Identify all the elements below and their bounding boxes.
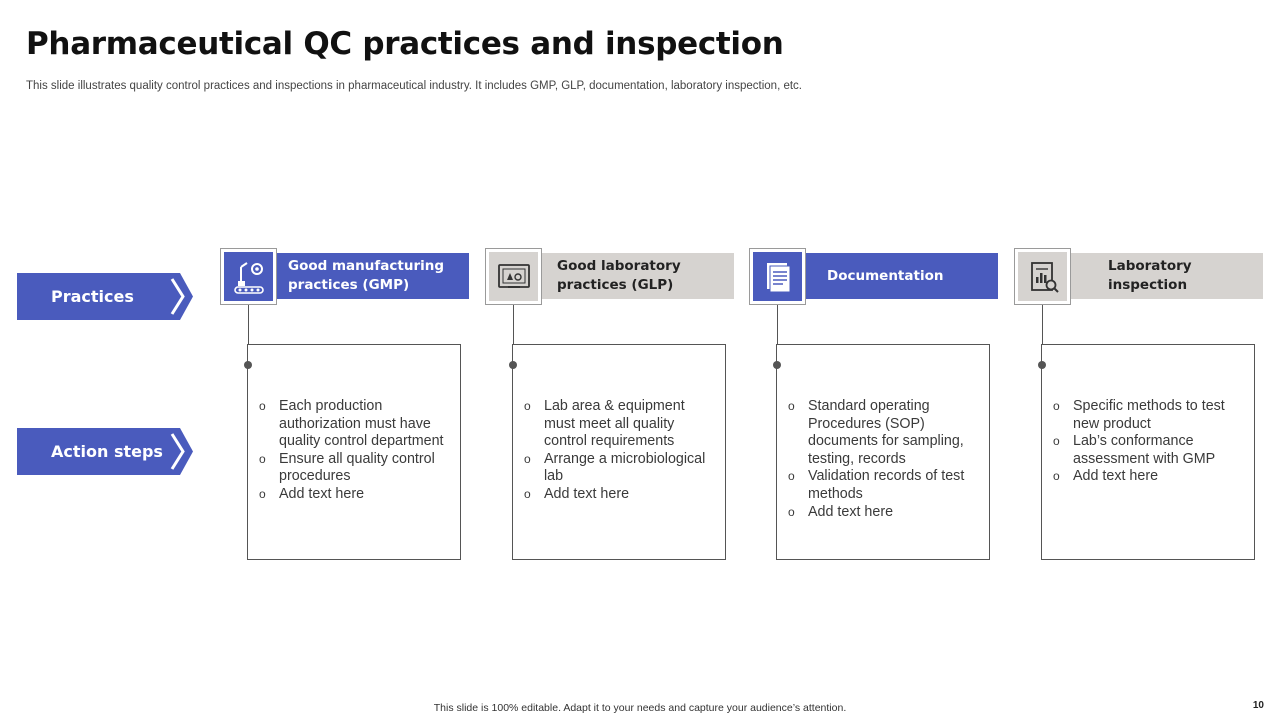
list-item: o Ensure all quality control procedures	[258, 451, 454, 486]
action-steps-label-text: Action steps	[51, 442, 163, 461]
documentation-connector	[777, 305, 778, 345]
slide-subtitle: This slide illustrates quality control practices and inspections in pharmaceutical industry. It includes GMP, GLP, documentation, laboratory inspection, etc.	[26, 80, 803, 92]
laboratory-inspection-card	[1041, 344, 1255, 560]
laboratory-inspection-dot	[1038, 361, 1046, 369]
factory-robot-icon	[224, 252, 273, 301]
gmp-icon-frame	[220, 248, 277, 305]
slide-footer: This slide is 100% editable. Adapt it to your needs and capture your audience’s attention.	[433, 702, 847, 714]
glp-icon-frame	[485, 248, 542, 305]
documentation-header	[777, 253, 998, 299]
list-item: o Add text here	[1052, 468, 1248, 486]
document-icon	[753, 252, 802, 301]
laboratory-inspection-icon-frame	[1014, 248, 1071, 305]
gmp-connector	[248, 305, 249, 345]
glp-title: Good laboratory practices (GLP)	[557, 258, 681, 293]
practices-label-text: Practices	[51, 287, 134, 306]
glp-header	[513, 253, 734, 299]
column-glp	[485, 248, 737, 560]
documentation-card	[776, 344, 990, 560]
page-number: 10	[1252, 700, 1264, 711]
glp-card	[512, 344, 726, 560]
column-documentation	[749, 248, 1001, 560]
report-inspection-icon	[1018, 252, 1067, 301]
action-steps-label	[17, 428, 194, 475]
lab-monitor-icon	[489, 252, 538, 301]
glp-list	[523, 398, 719, 504]
slide-title: Pharmaceutical QC practices and inspection	[26, 26, 784, 62]
laboratory-inspection-list	[1052, 398, 1248, 486]
laboratory-inspection-title: Laboratory inspection	[1108, 258, 1192, 293]
laboratory-inspection-connector	[1042, 305, 1043, 345]
list-item: o Add text here	[258, 486, 454, 504]
laboratory-inspection-header	[1042, 253, 1263, 299]
column-gmp	[220, 248, 472, 560]
documentation-icon-frame	[749, 248, 806, 305]
column-laboratory-inspection	[1014, 248, 1266, 560]
practices-label	[17, 273, 194, 320]
gmp-card	[247, 344, 461, 560]
list-item: o Lab area & equipment must meet all quality control requirements	[523, 398, 719, 451]
gmp-dot	[244, 361, 252, 369]
list-item: o Add text here	[523, 486, 719, 504]
gmp-header	[248, 253, 469, 299]
list-item: o Add text here	[787, 504, 983, 522]
documentation-title: Documentation	[827, 267, 944, 284]
documentation-list	[787, 398, 983, 521]
list-item: o Arrange a microbiological lab	[523, 451, 719, 486]
glp-dot	[509, 361, 517, 369]
list-item: o Specific methods to test new product	[1052, 398, 1248, 433]
gmp-title: Good manufacturing practices (GMP)	[288, 258, 445, 293]
list-item: o Standard operating Procedures (SOP) documents for sampling, testing, records	[787, 398, 983, 468]
list-item: o Validation records of test methods	[787, 468, 983, 503]
documentation-dot	[773, 361, 781, 369]
glp-connector	[513, 305, 514, 345]
gmp-list	[258, 398, 454, 504]
list-item: o Lab’s conformance assessment with GMP	[1052, 433, 1248, 468]
list-item: o Each production authorization must have quality control department	[258, 398, 454, 451]
